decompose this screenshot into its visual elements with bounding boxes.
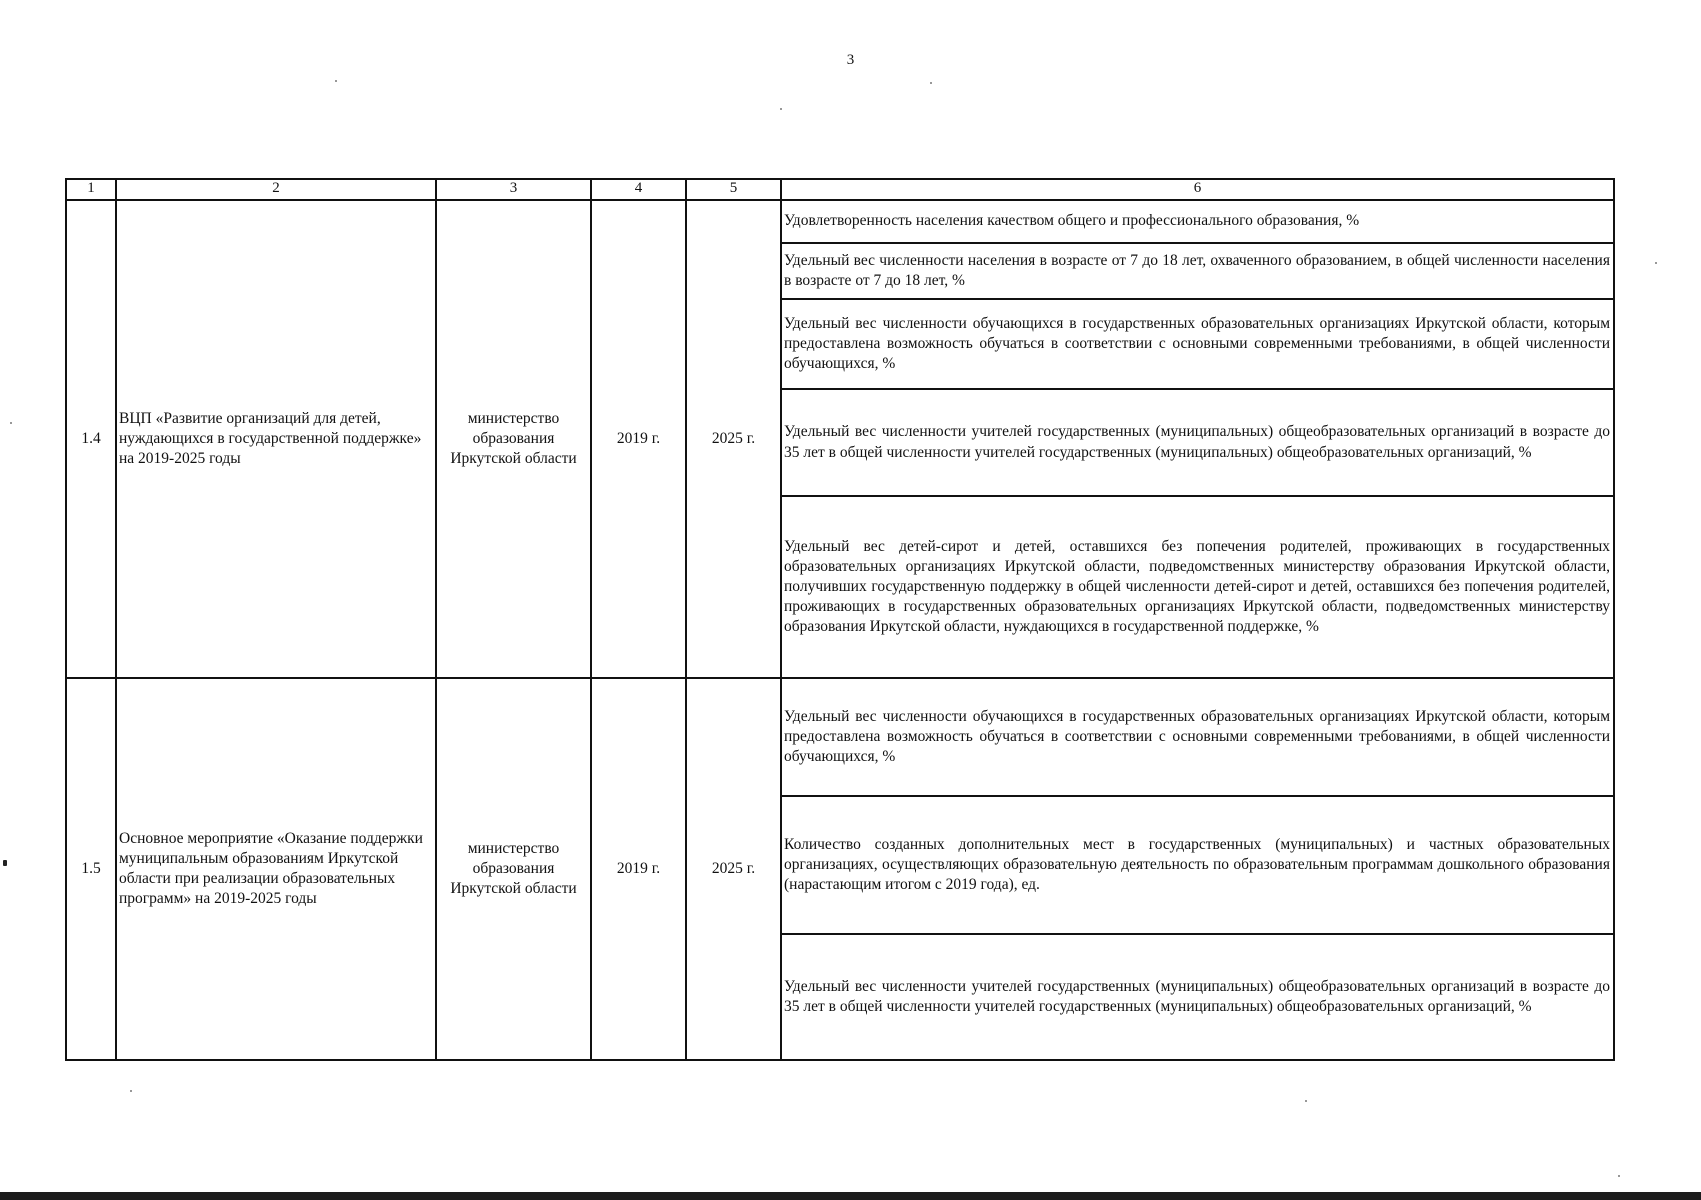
indicators-table: [65, 178, 1615, 1061]
scan-speck: [1618, 1175, 1620, 1177]
scan-speck: [10, 422, 12, 424]
scan-speck: [780, 108, 782, 110]
indicators-cell: [781, 678, 1614, 1060]
header-cell: 4: [591, 179, 686, 200]
indicator-text: Удовлетворенность населения качеством общего и профессионального образования, %: [784, 212, 1360, 230]
page-number: 3: [846, 52, 855, 68]
indicator-item: [782, 300, 1613, 390]
scan-speck: [1305, 1100, 1307, 1102]
scan-speck: [130, 1090, 132, 1092]
indicator-item: [782, 201, 1613, 244]
indicator-item: [782, 390, 1613, 497]
start-year: 2019 г.: [591, 200, 686, 678]
scan-speck: [3, 860, 7, 866]
indicator-item: [782, 935, 1613, 1059]
header-row: [66, 179, 1614, 200]
header-cell: 2: [116, 179, 436, 200]
table-row: [66, 678, 1614, 1060]
header-cell: 1: [66, 179, 116, 200]
scan-speck: [335, 80, 337, 82]
indicator-text: Удельный вес численности населения в возрасте от 7 до 18 лет, охваченного образованием, в общей численности населения в возрасте от 7 до 18 лет, %: [784, 251, 1610, 289]
row-number: 1.4: [66, 200, 116, 678]
indicator-text: Удельный вес численности обучающихся в государственных образовательных организациях Иркутской области, которым предоставлена возможность обучаться в соответствии с основными современными требованиями, в общей численности обучающихся, %: [784, 707, 1610, 766]
program-name: Основное мероприятие «Оказание поддержки муниципальным образованиям Иркутской области при реализации образовательных программ» на 2019-2025 годы: [116, 678, 436, 1060]
program-name: ВЦП «Развитие организаций для детей, нуждающихся в государственной поддержке» на 2019-2025 годы: [116, 200, 436, 678]
indicator-item: [782, 244, 1613, 300]
responsible-executor: министерство образования Иркутской области: [436, 200, 591, 678]
header-cell: 3: [436, 179, 591, 200]
indicator-item: [782, 497, 1613, 677]
responsible-executor: министерство образования Иркутской области: [436, 678, 591, 1060]
row-number: 1.5: [66, 678, 116, 1060]
indicator-text: Удельный вес численности обучающихся в государственных образовательных организациях Иркутской области, которым предоставлена возможность обучаться в соответствии с основными современными требованиями, в общей численности обучающихся, %: [784, 314, 1610, 373]
indicator-text: Количество созданных дополнительных мест в государственных (муниципальных) и частных образовательных организациях, осуществляющих образовательную деятельность по образовательным программам дошкольного образования (нарастающим итогом с 2019 года), ед.: [784, 835, 1610, 894]
header-cell: 5: [686, 179, 781, 200]
indicator-item: [782, 679, 1613, 797]
indicator-text: Удельный вес численности учителей государственных (муниципальных) общеобразовательных организаций в возрасте до 35 лет в общей численности учителей государственных (муниципальных) общеобразовательных организаций, %: [784, 423, 1610, 461]
indicator-text: Удельный вес детей-сирот и детей, оставшихся без попечения родителей, проживающих в государственных образовательных организациях Иркутской области, подведомственных министерству образования Иркутской области, получивших государственную поддержку в общей численности детей-сирот и детей, оставшихся без попечения родителей, проживающих в государственных образовательных организациях Иркутской области, подведомственных министерству образования Иркутской области, нуждающихся в государственной поддержке, %: [784, 537, 1610, 636]
scan-speck: [930, 82, 932, 84]
indicator-item: [782, 797, 1613, 935]
scan-speck: [1655, 262, 1657, 264]
indicators-cell: [781, 200, 1614, 678]
indicator-text: Удельный вес численности учителей государственных (муниципальных) общеобразовательных организаций в возрасте до 35 лет в общей численности учителей государственных (муниципальных) общеобразовательных организаций, %: [784, 977, 1610, 1015]
end-year: 2025 г.: [686, 200, 781, 678]
start-year: 2019 г.: [591, 678, 686, 1060]
header-cell: 6: [781, 179, 1614, 200]
table-row: [66, 200, 1614, 678]
end-year: 2025 г.: [686, 678, 781, 1060]
scan-edge: [0, 1192, 1701, 1200]
